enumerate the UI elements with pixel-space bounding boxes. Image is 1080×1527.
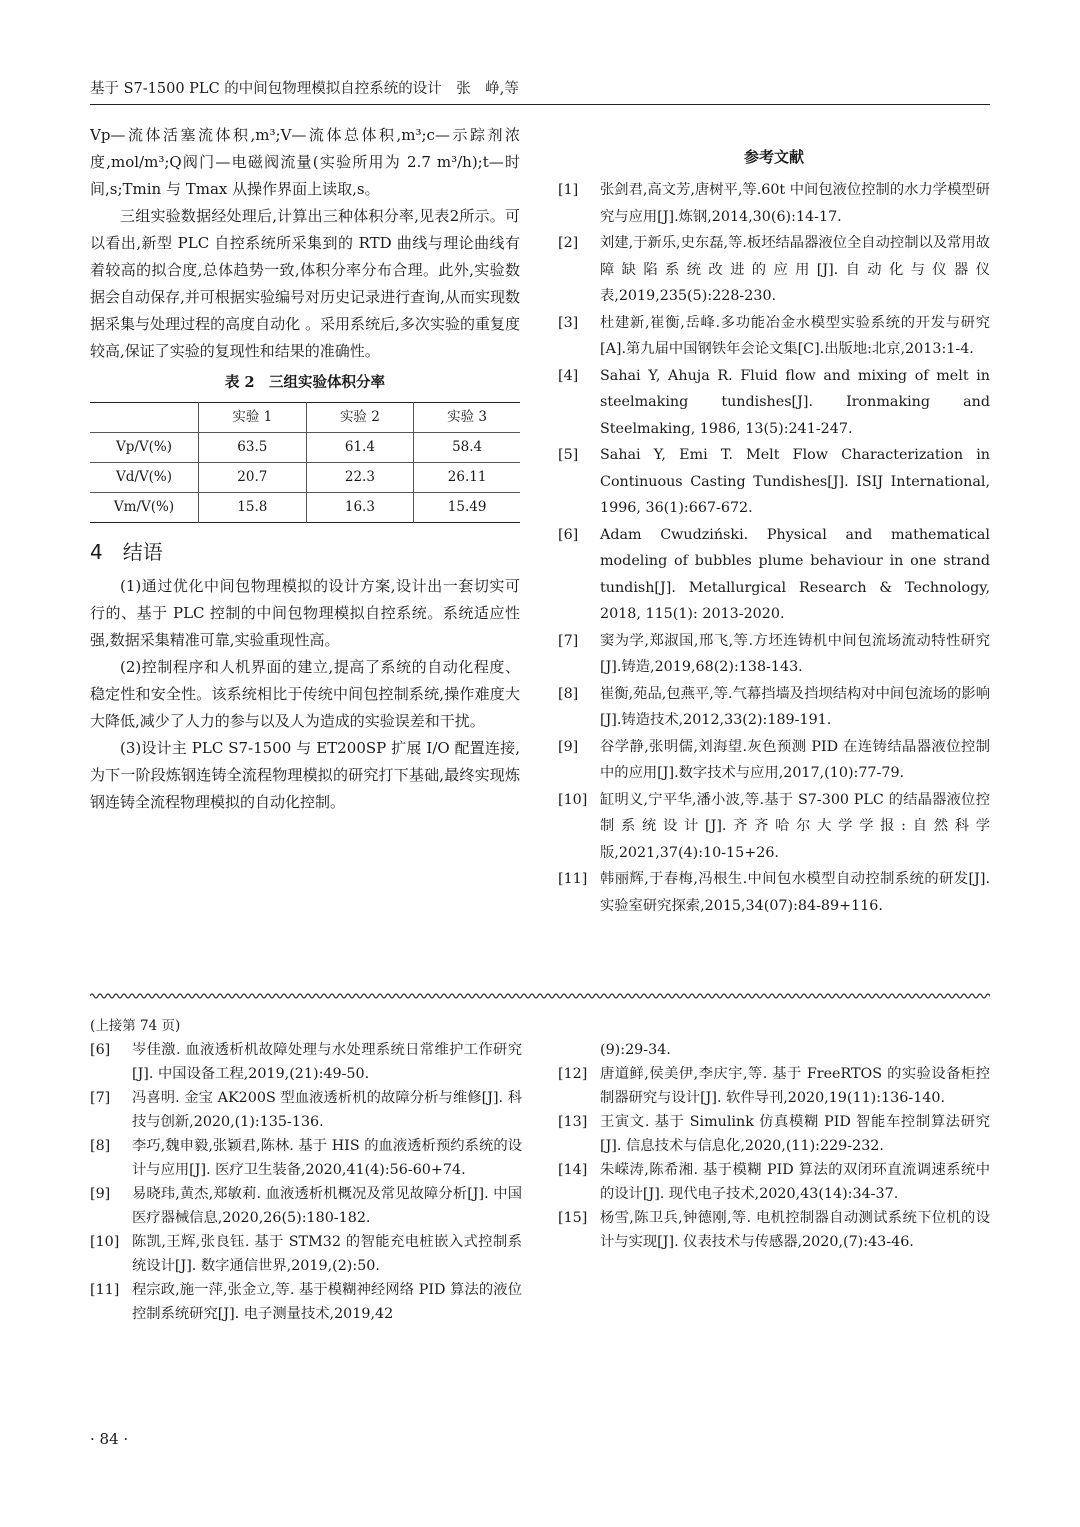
table-cell: 16.3 <box>306 493 414 523</box>
reference-item <box>558 1110 990 1158</box>
references-title: 参考文献 <box>743 148 804 166</box>
table-cell: 22.3 <box>306 463 414 493</box>
reference-text: (9):29-34. <box>600 1042 671 1058</box>
reference-text: 唐道鲜,侯美伊,李庆宇,等. 基于 FreeRTOS 的实验设备柜控制器研究与设计[J]. 软件导刊,2020,19(11):136-140. <box>600 1066 990 1106</box>
reference-number: [6] <box>90 1042 111 1058</box>
reference-number: [8] <box>90 1138 111 1154</box>
reference-number: [9] <box>90 1186 111 1202</box>
reference-item <box>558 1206 990 1254</box>
reference-item <box>558 522 990 628</box>
reference-item <box>558 681 990 734</box>
reference-number: [7] <box>558 632 579 649</box>
reference-number: [11] <box>558 871 588 887</box>
table-row <box>90 493 520 523</box>
reference-item <box>558 1158 990 1206</box>
volume-fraction-table <box>90 402 520 523</box>
table-cell: 20.7 <box>199 463 307 493</box>
reference-text: 岑佳激. 血液透析机故障处理与水处理系统日常维护工作研究[J]. 中国设备工程,2019,(21):49-50. <box>132 1042 522 1082</box>
reference-item <box>558 1062 990 1110</box>
row-label: Vm/V(%) <box>90 493 199 523</box>
reference-text: 崔衡,苑品,包燕平,等.气幕挡墙及挡坝结构对中间包流场的影响[J].铸造技术,2012,33(2):189-191. <box>600 685 990 728</box>
reference-continuation <box>558 1038 990 1062</box>
reference-item <box>90 1134 522 1182</box>
table-header-row <box>90 403 520 433</box>
reference-item <box>558 787 990 867</box>
reference-text: 李巧,魏申毅,张颖君,陈林. 基于 HIS 的血液透析预约系统的设计与应用[J]. 医疗卫生装备,2020,41(4):56-60+74. <box>132 1138 522 1178</box>
reference-text: 缸明义,宁平华,潘小波,等.基于 S7-300 PLC 的结晶器液位控制系统设计[J].齐齐哈尔大学学报:自然科学版,2021,37(4):10-15+26. <box>600 791 990 861</box>
table-header-cell <box>90 403 199 433</box>
reference-text: 陈凯,王辉,张良钰. 基于 STM32 的智能充电桩嵌入式控制系统设计[J]. 数字通信世界,2019,(2):50. <box>132 1234 522 1274</box>
reference-number: [9] <box>558 738 579 755</box>
table-cell: 61.4 <box>306 433 414 463</box>
reference-number: [7] <box>90 1090 111 1106</box>
reference-item <box>558 628 990 681</box>
table-header-cell: 实验 1 <box>199 403 307 433</box>
table-cell: 15.8 <box>199 493 307 523</box>
table-header-cell: 实验 2 <box>306 403 414 433</box>
continued-note: (上接第 74 页) <box>90 1018 181 1034</box>
continued-right-column <box>558 1038 990 1254</box>
running-header: 基于 S7-1500 PLC 的中间包物理模拟自控系统的设计 张 峥,等 <box>90 74 990 105</box>
reference-text: 朱嵘涛,陈希湘. 基于模糊 PID 算法的双闭环直流调速系统中的设计[J]. 现代电子技术,2020,43(14):34-37. <box>600 1162 990 1202</box>
table-cell: 26.11 <box>414 463 520 493</box>
reference-number: [10] <box>558 791 588 808</box>
reference-item <box>558 734 990 787</box>
reference-number: [3] <box>558 314 579 331</box>
reference-number: [10] <box>90 1234 120 1250</box>
reference-number: [1] <box>558 182 579 198</box>
reference-item <box>558 866 990 919</box>
reference-text: Sahai Y, Emi T. Melt Flow Characterization in Continuous Casting Tundishes[J]. ISIJ International, 1996, 36(1):667-672. <box>600 447 990 516</box>
reference-item <box>558 363 990 443</box>
references-column <box>558 140 990 919</box>
variable-definitions: Vp—流体活塞流体积,m³;V—流体总体积,m³;c—示踪剂浓度,mol/m³;Q阀门—电磁阀流量(实验所用为 2.7 m³/h);t—时间,s;Tmin 与 Tmax 从操作界面上读取,s。 <box>90 126 520 198</box>
reference-text: 刘建,于新乐,史东磊,等.板坯结晶器液位全自动控制以及常用故障缺陷系统改进的应用[J].自动化与仪器仪表,2019,235(5):228-230. <box>600 235 990 304</box>
page-number: · 84 · <box>90 1430 129 1448</box>
reference-number: [8] <box>558 685 579 702</box>
reference-text: 易晓玮,黄杰,郑敏莉. 血液透析机概况及常见故障分析[J]. 中国医疗器械信息,2020,26(5):180-182. <box>132 1186 522 1226</box>
reference-text: 张剑君,高文芳,唐树平,等.60t 中间包液位控制的水力学模型研究与应用[J].炼钢,2014,30(6):14-17. <box>600 182 990 225</box>
section-title: 4 结语 <box>90 540 163 564</box>
reference-text: Adam Cwudziński. Physical and mathematical modeling of bubbles plume behaviour in one strand tundish[J]. Metallurgical Research & Technology, 2018, 115(1): 2013-2020. <box>600 526 990 622</box>
reference-text: 窦为学,郑淑国,邢飞,等.方坯连铸机中间包流场流动特性研究[J].铸造,2019,68(2):138-143. <box>600 632 990 675</box>
reference-text: 韩丽辉,于春梅,冯根生.中间包水模型自动控制系统的研发[J].实验室研究探索,2015,34(07):84-89+116. <box>600 871 990 914</box>
reference-text: 冯喜明. 金宝 AK200S 型血液透析机的故障分析与维修[J]. 科技与创新,2020,(1):135-136. <box>132 1090 522 1130</box>
reference-number: [4] <box>558 367 579 384</box>
table-row <box>90 463 520 493</box>
table-cell: 15.49 <box>414 493 520 523</box>
conclusion-paragraph: (1)通过优化中间包物理模拟的设计方案,设计出一套切实可行的、基于 PLC 控制的中间包物理模拟自控系统。系统适应性强,数据采集精准可靠,实验重现性高。 <box>90 577 520 649</box>
reference-item <box>558 442 990 522</box>
reference-number: [13] <box>558 1114 588 1130</box>
table-cell: 63.5 <box>199 433 307 463</box>
reference-text: 杨雪,陈卫兵,钟德刚,等. 电机控制器自动测试系统下位机的设计与实现[J]. 仪表技术与传感器,2020,(7):43-46. <box>600 1210 990 1250</box>
table-row <box>90 433 520 463</box>
reference-text: 谷学静,张明儒,刘海望.灰色预测 PID 在连铸结晶器液位控制中的应用[J].数字技术与应用,2017,(10):77-79. <box>600 738 990 781</box>
reference-item <box>90 1086 522 1134</box>
reference-item <box>90 1230 522 1278</box>
row-label: Vp/V(%) <box>90 433 199 463</box>
left-column <box>90 122 520 816</box>
reference-number: [6] <box>558 526 579 543</box>
table-cell: 58.4 <box>414 433 520 463</box>
results-paragraph: 三组实验数据经处理后,计算出三种体积分率,见表2所示。可以看出,新型 PLC 自控系统所采集到的 RTD 曲线与理论曲线有着较高的拟合度,总体趋势一致,体积分率分布合理。此外,实验数据会自动保存,并可根据实验编号对历史记录进行查询,从而实现数据采集与处理过程的高度自动化 。采用系统后,多次实验的重复度较高,保证了实验的复现性和结果的准确性。 <box>90 207 520 360</box>
reference-text: 程宗政,施一萍,张金立,等. 基于模糊神经网络 PID 算法的液位控制系统研究[J]. 电子测量技术,2019,42 <box>132 1282 522 1322</box>
reference-item <box>558 310 990 363</box>
reference-number: [15] <box>558 1210 588 1226</box>
reference-text: 杜建新,崔衡,岳峰.多功能冶金水模型实验系统的开发与研究[A].第九届中国钢铁年会论文集[C].出版地:北京,2013:1-4. <box>600 314 990 357</box>
conclusion-paragraph: (2)控制程序和人机界面的建立,提高了系统的自动化程度、稳定性和安全性。该系统相比于传统中间包控制系统,操作难度大大降低,减少了人力的参与以及人为造成的实验误差和干扰。 <box>90 658 520 730</box>
table-caption: 表 2 三组实验体积分率 <box>224 374 386 391</box>
reference-item <box>558 230 990 310</box>
reference-number: [5] <box>558 447 579 463</box>
reference-number: [2] <box>558 235 579 251</box>
reference-number: [11] <box>90 1282 120 1298</box>
reference-text: Sahai Y, Ahuja R. Fluid flow and mixing of melt in steelmaking tundishes[J]. Ironmaking and Steelmaking, 1986, 13(5):241-247. <box>600 367 990 437</box>
reference-text: 王寅文. 基于 Simulink 仿真模糊 PID 智能车控制算法研究[J]. 信息技术与信息化,2020,(11):229-232. <box>600 1114 990 1154</box>
wavy-separator <box>90 990 990 1002</box>
reference-item <box>90 1038 522 1086</box>
reference-item <box>558 177 990 230</box>
reference-item <box>90 1182 522 1230</box>
reference-item <box>90 1278 522 1326</box>
conclusion-paragraph: (3)设计主 PLC S7-1500 与 ET200SP 扩展 I/O 配置连接,为下一阶段炼钢连铸全流程物理模拟的研究打下基础,最终实现炼钢连铸全流程物理模拟的自动化控制。 <box>90 739 520 811</box>
row-label: Vd/V(%) <box>90 463 199 493</box>
reference-number: [12] <box>558 1066 588 1082</box>
reference-number: [14] <box>558 1162 588 1178</box>
continued-left-column <box>90 1014 522 1326</box>
table-header-cell: 实验 3 <box>414 403 520 433</box>
